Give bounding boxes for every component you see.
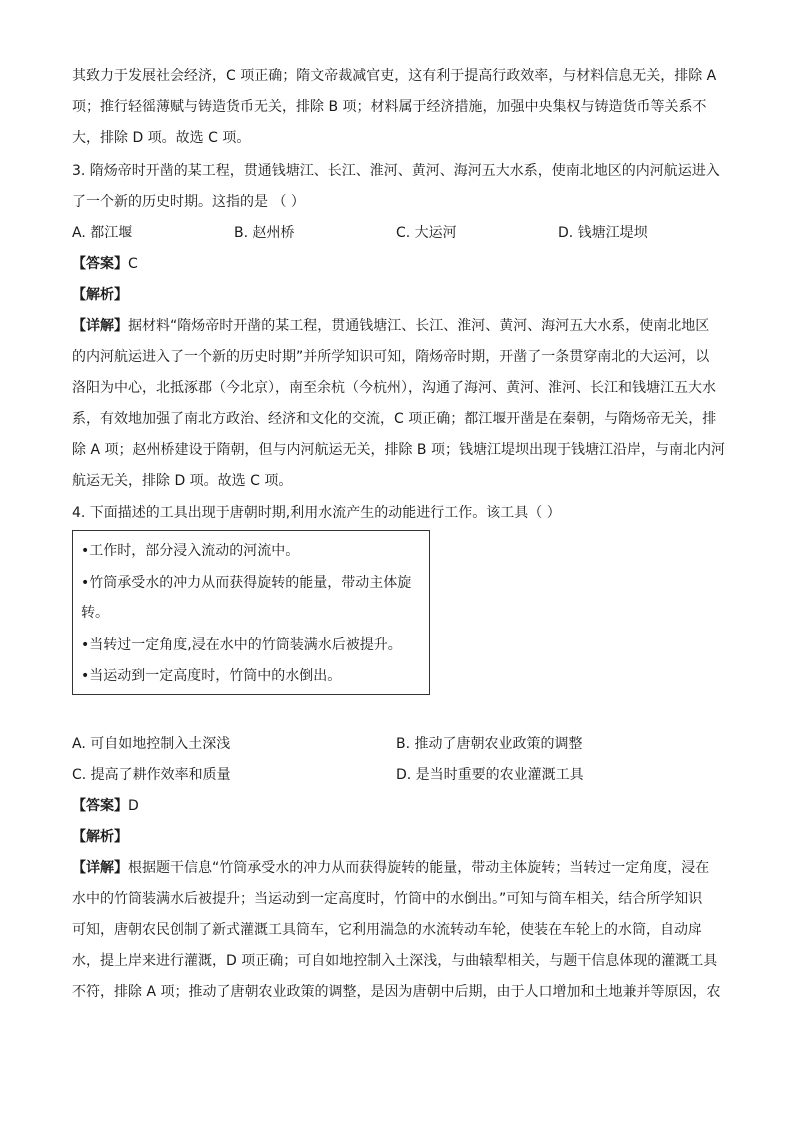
q4-detail-line: 不符，排除 A 项；推动了唐朝农业政策的调整，是因为唐朝中后期，由于人口增加和土地兼并等原因，农 bbox=[72, 984, 721, 1000]
q4-option-a: A. 可自如地控制入土深浅 bbox=[72, 736, 231, 752]
q3-answer bbox=[72, 254, 138, 274]
q3-option-d: D. 钱塘江堤坝 bbox=[558, 225, 648, 241]
q4-detail-line: 水，提上岸来进行灌溉，D 项正确；可自如地控制入土深浅，与曲辕犁相关，与题干信息体现的灌溉工具 bbox=[72, 953, 718, 969]
q4-answer bbox=[72, 796, 139, 816]
detail-tag: 【详解】 bbox=[72, 318, 128, 334]
detail-text: 据材料“隋炀帝时开凿的某工程，贯通钱塘江、长江、淮河、黄河、海河五大水系，使南北地区 bbox=[128, 318, 710, 334]
answer-value: D bbox=[128, 798, 139, 814]
q3-option-b: B. 赵州桥 bbox=[234, 225, 295, 241]
question-4-stem: 4. 下面描述的工具出现于唐朝时期,利用水流产生的动能进行工作。该工具（ ） bbox=[72, 505, 561, 521]
analysis-tag: 【解析】 bbox=[72, 287, 128, 303]
q3-detail-line: 的内河航运进入了一个新的历史时期”并所学知识可知，隋炀帝时期，开凿了一条贯穿南北的大运河，以 bbox=[72, 349, 710, 365]
material-item: •当转过一定角度,浸在水中的竹筒装满水后被提升。 bbox=[81, 637, 402, 653]
q3-option-a: A. 都江堰 bbox=[72, 225, 133, 241]
paragraph-line: 项；推行轻徭薄赋与铸造货币无关，排除 B 项；材料属于经济措施，加强中央集权与铸造货币等关系不 bbox=[72, 99, 707, 115]
q3-detail-line bbox=[72, 316, 709, 336]
q4-option-b: B. 推动了唐朝农业政策的调整 bbox=[396, 736, 583, 752]
q3-detail-line: 洛阳为中心，北抵涿郡（今北京），南至余杭（今杭州），沟通了海河、黄河、淮河、长江和钱塘江五大水 bbox=[72, 380, 716, 396]
q3-detail-line: 除 A 项；赵州桥建设于隋朝，但与内河航运无关，排除 B 项；钱塘江堤坝出现于钱塘江沿岸，与南北内河 bbox=[72, 442, 725, 458]
material-item: •竹筒承受水的冲力从而获得旋转的能量，带动主体旋 bbox=[81, 575, 412, 591]
detail-tag: 【详解】 bbox=[72, 860, 128, 876]
q3-analysis-tag bbox=[72, 285, 128, 305]
q4-option-c: C. 提高了耕作效率和质量 bbox=[72, 767, 231, 783]
q4-detail-line bbox=[72, 858, 709, 878]
paragraph-line: 大，排除 D 项。故选 C 项。 bbox=[72, 130, 251, 146]
q3-detail-line: 系，有效地加强了南北方政治、经济和文化的交流，C 项正确；都江堰开凿是在秦朝，与隋炀帝无关，排 bbox=[72, 411, 717, 427]
detail-text: 根据题干信息“竹筒承受水的冲力从而获得旋转的能量，带动主体旋转；当转过一定角度，浸在 bbox=[128, 860, 710, 876]
answer-tag: 【答案】 bbox=[72, 798, 128, 814]
analysis-tag: 【解析】 bbox=[72, 829, 128, 845]
q3-detail-line: 航运无关，排除 D 项。故选 C 项。 bbox=[72, 473, 293, 489]
q4-analysis-tag bbox=[72, 827, 128, 847]
q3-option-c: C. 大运河 bbox=[396, 225, 457, 241]
material-item: 转。 bbox=[81, 605, 109, 621]
question-3-stem: 3. 隋炀帝时开凿的某工程，贯通钱塘江、长江、淮河、黄河、海河五大水系，使南北地区的内河航运进入 bbox=[72, 163, 720, 179]
q4-detail-line: 可知，唐朝农民创制了新式灌溉工具筒车，它利用湍急的水流转动车轮，使装在车轮上的水筒，自动戽 bbox=[72, 922, 702, 938]
answer-value: C bbox=[128, 256, 138, 272]
q4-option-d: D. 是当时重要的农业灌溉工具 bbox=[396, 767, 584, 783]
q4-material-box bbox=[72, 530, 430, 695]
paragraph-line: 其致力于发展社会经济，C 项正确；隋文帝裁减官吏，这有利于提高行政效率，与材料信息无关，排除 A bbox=[72, 68, 717, 84]
material-item: •当运动到一定高度时，竹筒中的水倒出。 bbox=[81, 668, 342, 684]
q4-detail-line: 水中的竹筒装满水后被提升；当运动到一定高度时，竹筒中的水倒出。”可知与筒车相关，结合所学知识 bbox=[72, 891, 703, 907]
question-3-stem: 了一个新的历史时期。这指的是 （ ） bbox=[72, 194, 305, 210]
answer-tag: 【答案】 bbox=[72, 256, 128, 272]
material-item: •工作时，部分浸入流动的河流中。 bbox=[81, 543, 300, 559]
